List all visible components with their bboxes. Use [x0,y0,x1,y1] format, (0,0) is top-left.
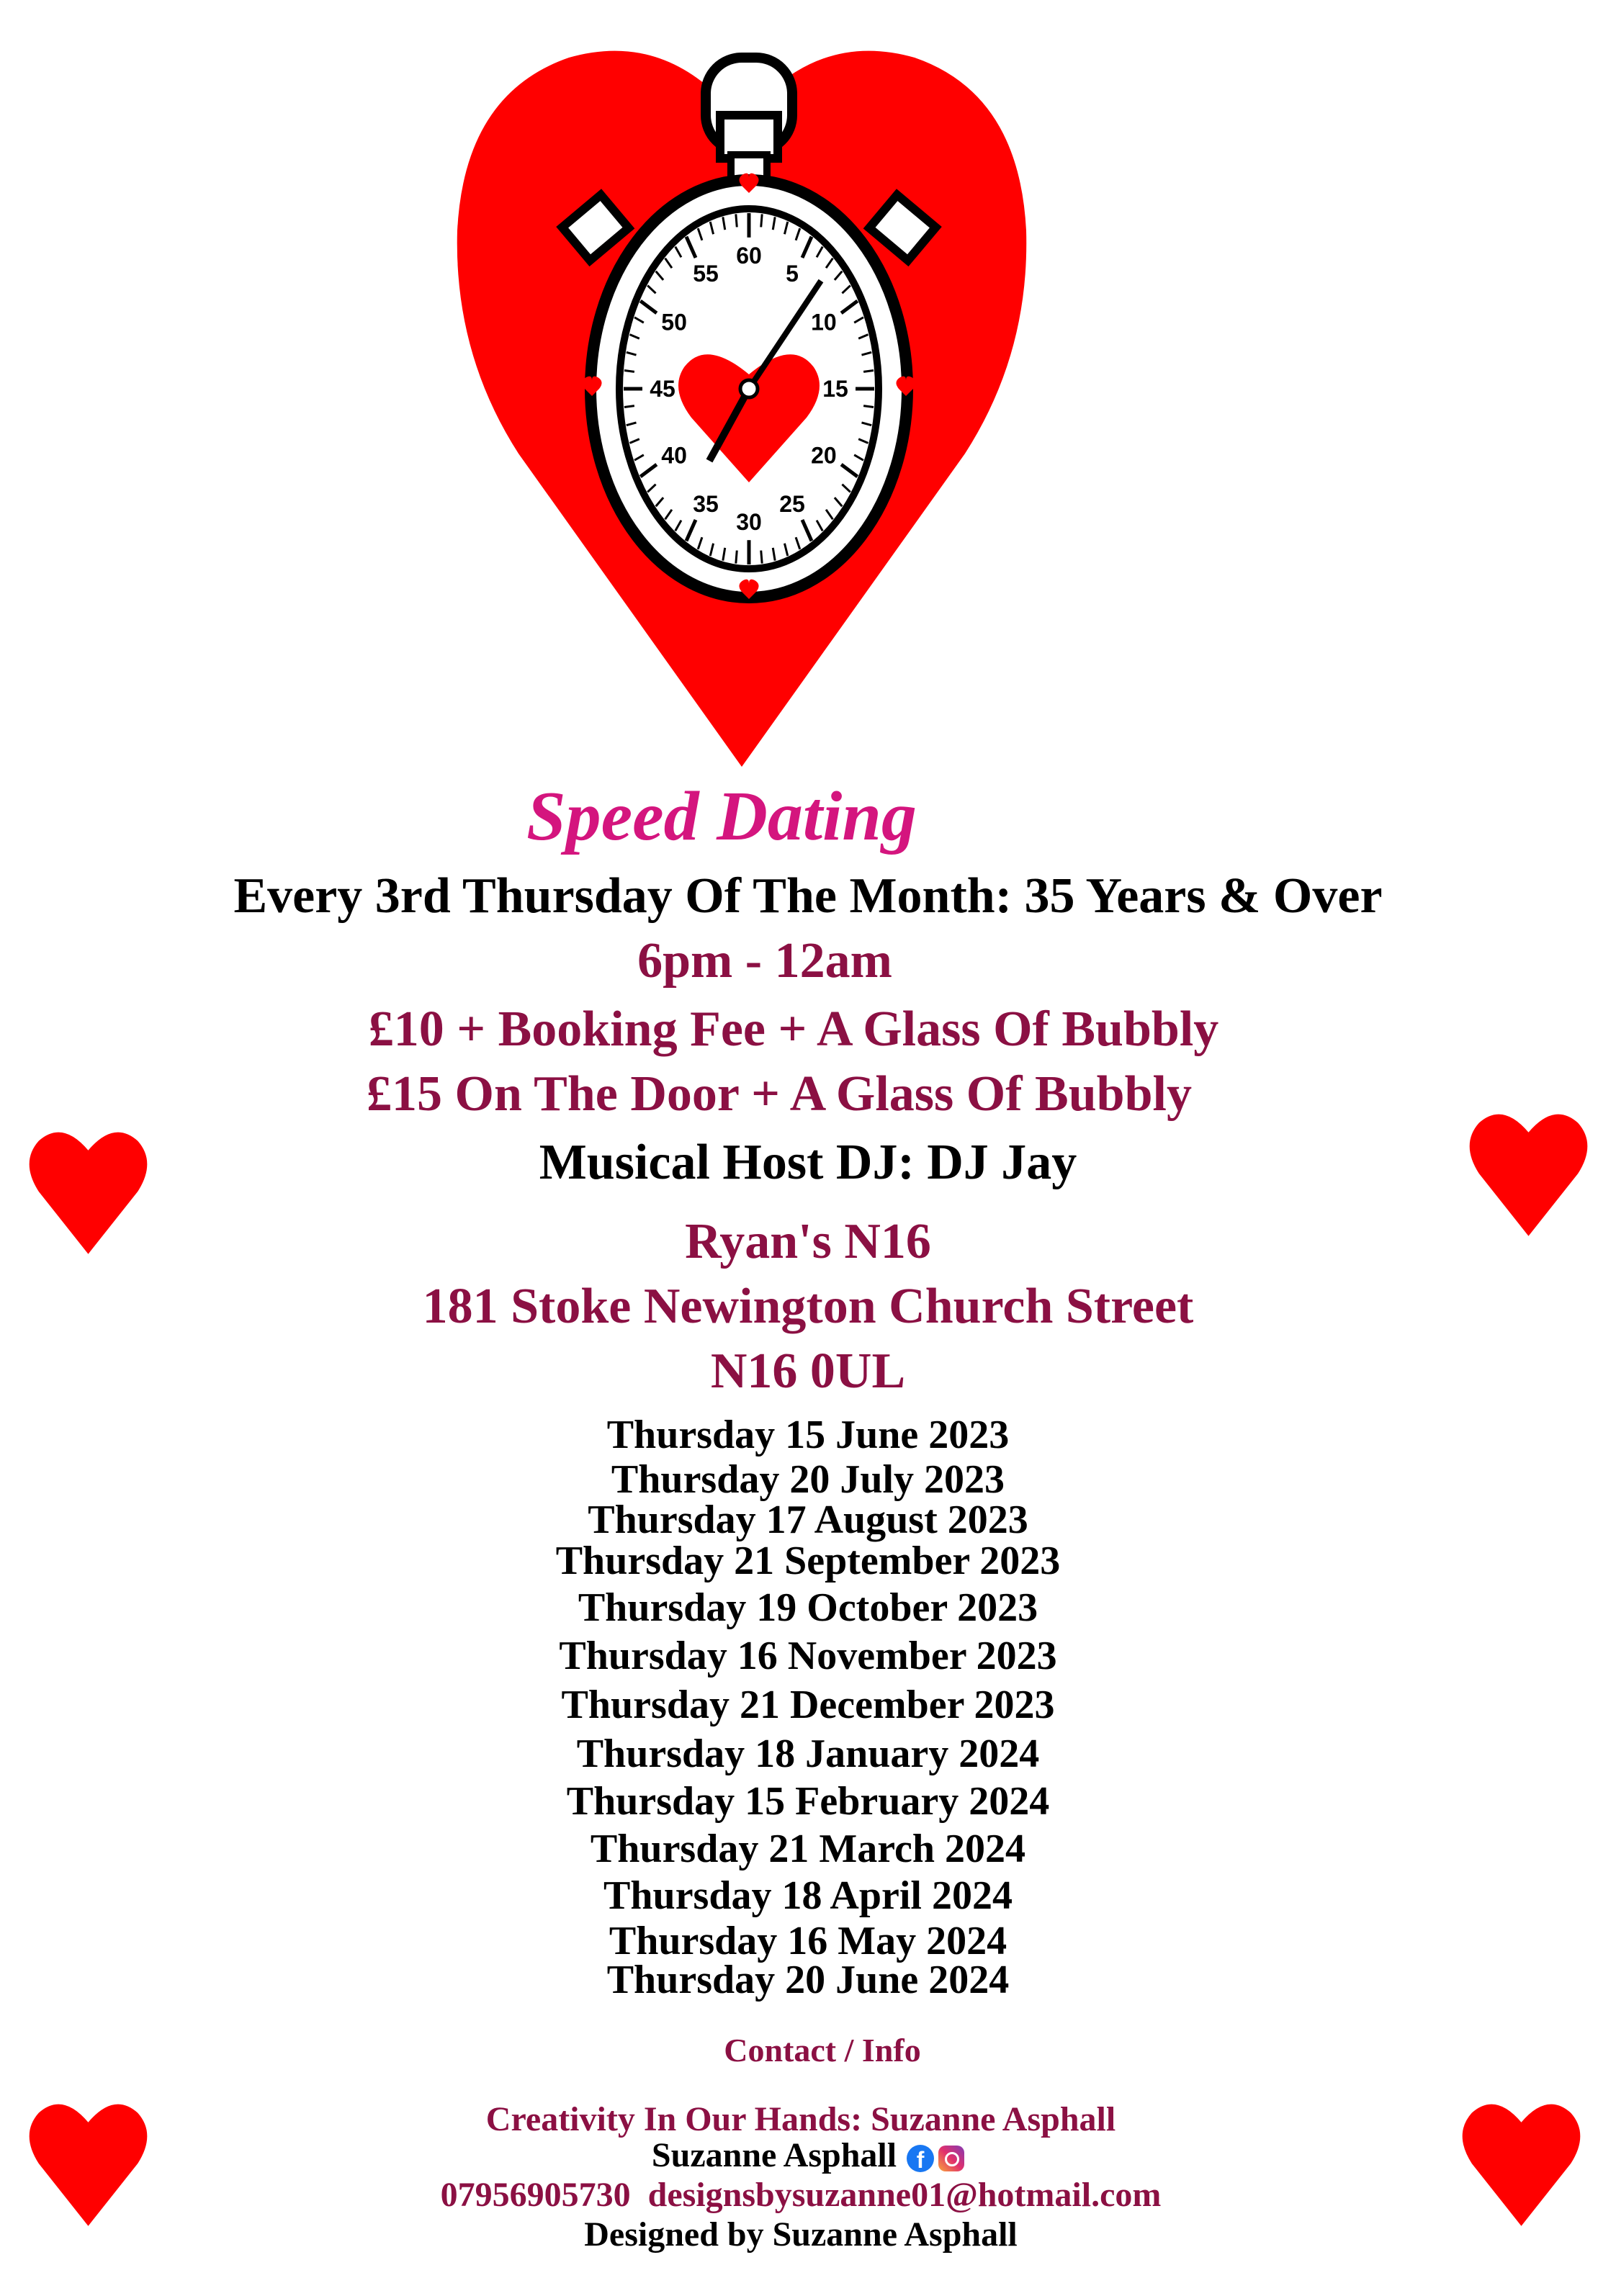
email-link[interactable]: designsbysuzanne01@hotmail.com [647,2176,1162,2214]
dial-number: 45 [650,376,675,402]
dial-number: 25 [779,491,805,518]
design-credit: Designed by Suzanne Asphall [584,2215,1018,2254]
dial-number: 40 [661,442,687,469]
price-advance: £10 + Booking Fee + A Glass Of Bubbly [368,1001,1219,1057]
date-item: Thursday 15 February 2024 [566,1779,1050,1824]
contact-name: Suzanne Asphall [651,2136,897,2174]
price-door: £15 On The Door + A Glass Of Bubbly [367,1066,1192,1122]
dial-tick [761,551,762,564]
date-item: Thursday 18 April 2024 [603,1873,1013,1918]
instagram-icon[interactable] [938,2146,964,2171]
dial-number: 55 [693,260,719,287]
date-item: Thursday 21 March 2024 [590,1827,1026,1871]
date-item: Thursday 17 August 2023 [588,1498,1028,1542]
dial-tick [863,370,874,372]
venue-postcode: N16 0UL [710,1343,906,1399]
dial-number: 5 [786,260,799,287]
venue-street: 181 Stoke Newington Church Street [422,1279,1194,1334]
date-item: Thursday 21 December 2023 [561,1683,1055,1727]
dial-number: 10 [811,309,837,336]
dial-number: 15 [822,376,848,402]
date-item: Thursday 18 January 2024 [576,1732,1040,1776]
dial-number: 35 [693,491,719,518]
event-time: 6pm - 12am [637,933,892,989]
business-name: Creativity In Our Hands: Suzanne Asphall [485,2100,1116,2138]
dial-tick [624,406,634,408]
dial-number: 20 [811,442,837,469]
musical-host: Musical Host DJ: DJ Jay [539,1135,1077,1190]
dial-number: 60 [736,243,762,269]
phone-number[interactable]: 07956905730 [440,2176,631,2214]
event-title: Speed Dating [526,778,917,855]
date-item: Thursday 21 September 2023 [555,1539,1061,1583]
date-item: Thursday 16 November 2023 [559,1634,1057,1678]
stopwatch-heart-illustration [432,14,1051,778]
event-schedule: Every 3rd Thursday Of The Month: 35 Years & Over [233,868,1383,924]
facebook-icon[interactable]: f [907,2145,934,2172]
date-item: Thursday 20 July 2023 [611,1457,1005,1502]
date-item: Thursday 19 October 2023 [578,1585,1038,1630]
venue-name: Ryan's N16 [685,1214,931,1269]
dial-tick [736,551,737,564]
contact-details-row [0,2178,1609,2212]
dial-tick [624,370,634,372]
dial-tick [736,214,737,227]
date-item: Thursday 15 June 2023 [606,1413,1010,1457]
date-item: Thursday 16 May 2024 [609,1919,1007,1963]
dial-tick [863,406,874,408]
contact-heading: Contact / Info [724,2032,921,2068]
dial-number: 30 [736,509,762,535]
dial-number: 50 [661,309,687,336]
contact-name-row [0,2138,1616,2173]
date-item: Thursday 20 June 2024 [606,1958,1010,2002]
dial-tick [761,214,762,227]
